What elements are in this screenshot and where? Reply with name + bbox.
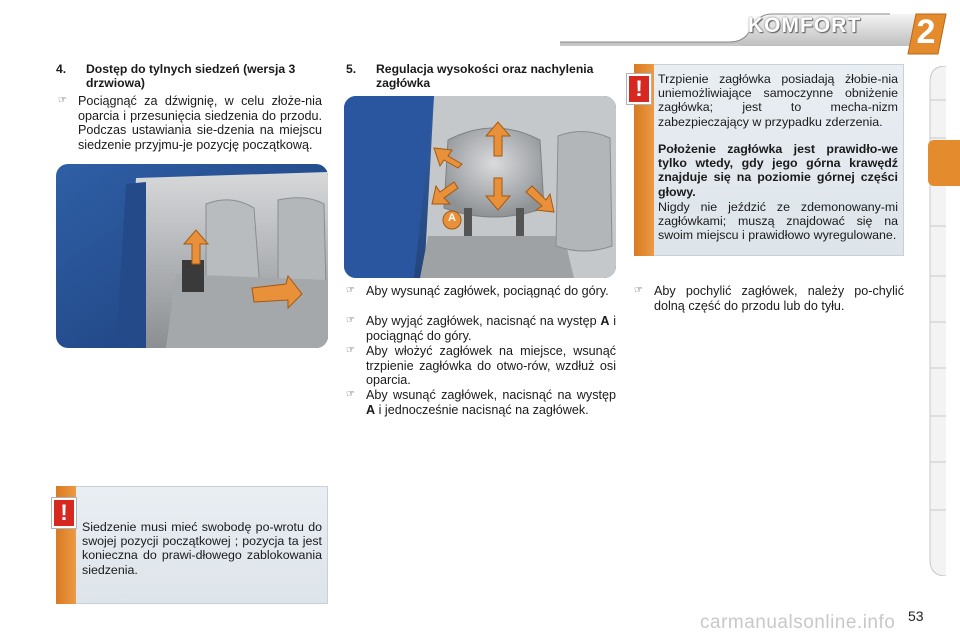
section-5-heading xyxy=(346,62,616,92)
page-number: 53 xyxy=(908,608,924,624)
bullet-hand-icon: ☞ xyxy=(58,95,67,106)
section-5-bullet-3-text: Aby włożyć zagłówek na miejsce, wsunąć trzpienie zagłówka do otwo-rów, wzdłuż osi oparcia. xyxy=(366,344,616,387)
bullet-hand-icon: ☞ xyxy=(346,389,355,400)
chapter-title: KOMFORT xyxy=(748,14,862,37)
bullet-2-pre: Aby wyjąć zagłówek, nacisnąć na występ xyxy=(366,314,601,328)
warning-top-p2: Położenie zagłówka jest prawidło-we tylko wtedy, gdy jego górna krawędź znajduje się na poziomie górnej części głowy. xyxy=(658,142,898,199)
section-4-title: Dostęp do tylnych siedzeń (wersja 3 drzwiowa) xyxy=(86,62,296,90)
seat-lever-photo xyxy=(56,164,328,348)
section-5-bullet-2-text xyxy=(366,314,616,343)
section-5-bullet-1-text: Aby wysunąć zagłówek, pociągnąć do góry. xyxy=(366,284,609,298)
bullet-2-post: i pociągnąć do góry. xyxy=(366,314,616,343)
section-4-heading xyxy=(56,62,328,92)
bullet-2-a: A xyxy=(600,314,610,328)
warning-bottom-text: Siedzenie musi mieć swobodę po-wrotu do swojej pozycji początkowej ; pozycja ta jest konieczna do prawi-dłowego zablokowania siedzenia. xyxy=(82,520,322,577)
bullet-hand-icon: ☞ xyxy=(634,285,643,296)
bullet-hand-icon: ☞ xyxy=(346,345,355,356)
bullet-hand-icon: ☞ xyxy=(346,285,355,296)
bullet-4-pre: Aby wsunąć zagłówek, nacisnąć na występ xyxy=(366,388,616,402)
warning-top-p1: Trzpienie zagłówka posiadają żłobie-nia uniemożliwiające samoczynne obniżenie zagłówka; jest to mecha-nizm zabezpieczający w przypadku zderzenia. xyxy=(658,72,898,129)
section-5-title: Regulacja wysokości oraz nachylenia zagłówka xyxy=(376,62,594,90)
section-5-number: 5. xyxy=(346,62,357,76)
bullet-4-a: A xyxy=(366,402,376,417)
warning-icon: ! xyxy=(52,498,76,528)
chapter-tab-active[interactable] xyxy=(928,140,960,186)
section-4-bullet-text: Pociągnąć za dźwignię, w celu złoże-nia oparcia i przesunięcia siedzenia do przodu. Podczas ustawiania sie-dzenia na miejscu siedzenie przyjmu-je pozycję początkową. xyxy=(78,94,322,152)
headrest-photo xyxy=(344,96,616,278)
bullet-4-post: i jednocześnie nacisnąć na zagłówek. xyxy=(375,402,589,417)
bullet-hand-icon: ☞ xyxy=(346,315,355,326)
tilt-bullet-text: Aby pochylić zagłówek, należy po-chylić dolną część do przodu lub do tyłu. xyxy=(654,284,904,313)
warning-top-p3: Nigdy nie jeździć ze zdemonowany-mi zagłówkami; muszą znajdować się na swoim miejscu i prawidłowo wyregulowane. xyxy=(658,200,898,243)
label-a-marker: A xyxy=(448,212,456,224)
chapter-number: 2 xyxy=(916,13,936,51)
section-4-number: 4. xyxy=(56,62,67,76)
warning-icon: ! xyxy=(627,74,651,104)
section-5-bullet-4-text xyxy=(366,388,616,417)
watermark: carmanualsonline.info xyxy=(700,612,896,633)
